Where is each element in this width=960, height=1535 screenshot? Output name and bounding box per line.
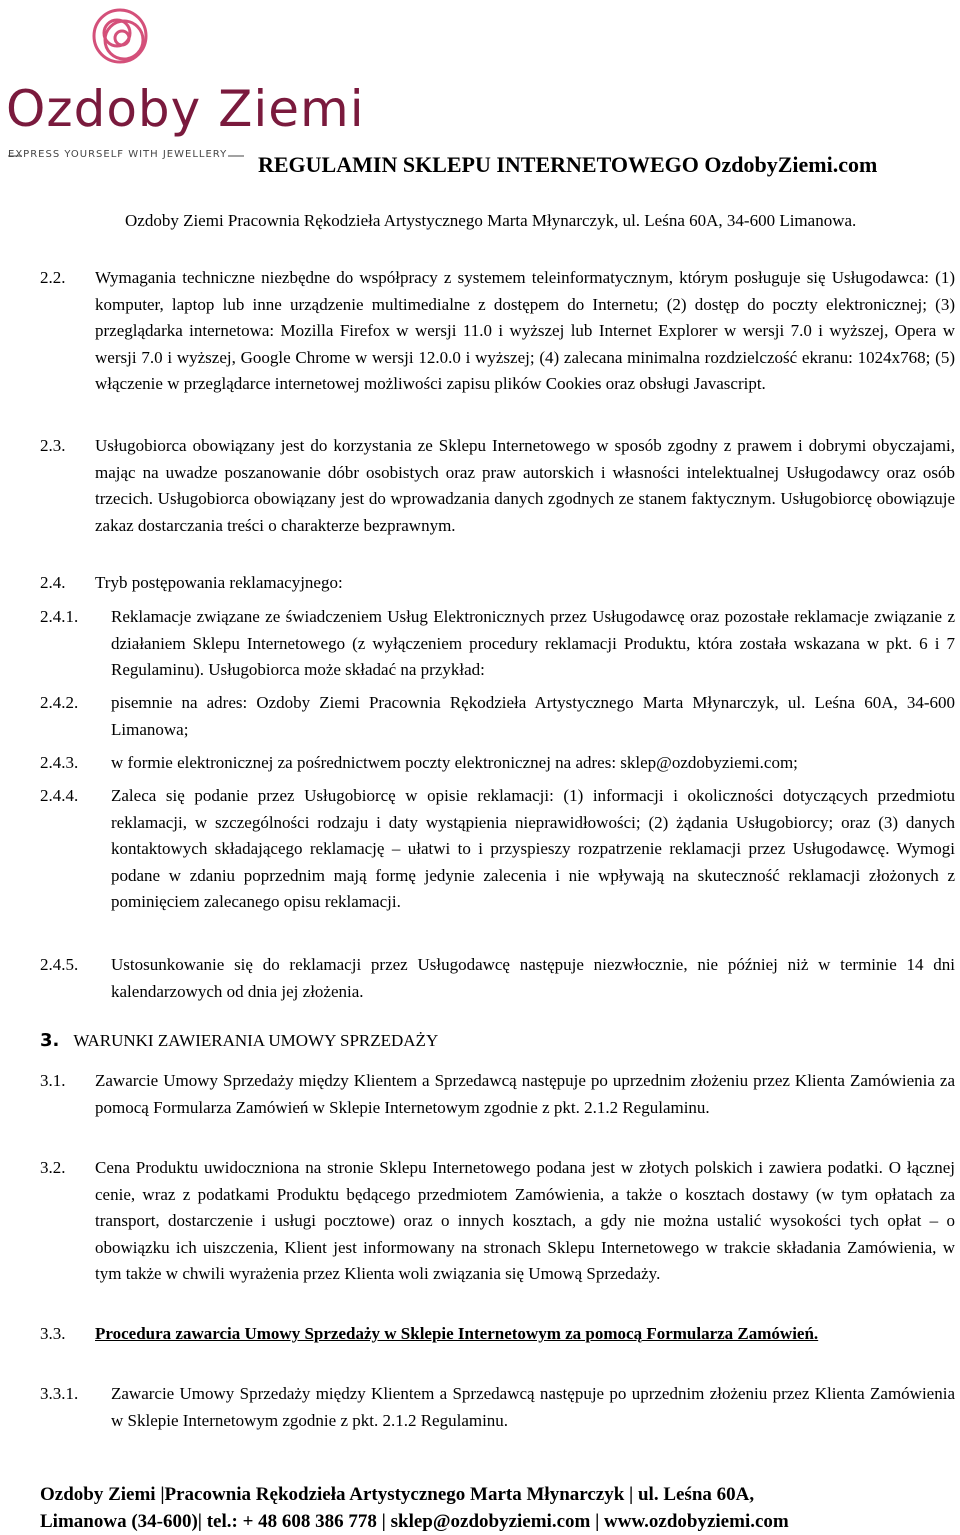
section-number: 3.3. [40, 1324, 66, 1343]
footer-line-2: Limanowa (34-600)| tel.: + 48 608 386 778 | sklep@ozdobyziemi.com | www.ozdobyziemi.com [40, 1511, 789, 1532]
procedure-heading: Procedura zawarcia Umowy Sprzedaży w Sklepie Internetowym za pomocą Formularza Zamówień. [95, 1324, 819, 1343]
section-text: Reklamacje związane ze świadczeniem Usług Elektronicznych przez Usługodawcę oraz pozostałe reklamacje związanie z działaniem Sklepu Internetowego (z wyłączeniem procedury reklamacji Produktu, która została wskazana w pkt. 6 i 7 Regulaminu). Usługobiorca może składać na przykład: [111, 607, 955, 679]
intro-paragraph: Ozdoby Ziemi Pracownia Rękodzieła Artystycznego Marta Młynarczyk, ul. Leśna 60A, 34-600 Limanowa. [125, 211, 857, 230]
section-text: Zawarcie Umowy Sprzedaży między Klientem a Sprzedawcą następuje po uprzednim złożeniu przez Klienta Zamówienia w Sklepie Internetowym zgodnie z pkt. 2.1.2 Regulaminu. [111, 1384, 955, 1430]
section-number: 2.4. [40, 573, 66, 592]
section-text [95, 1321, 955, 1348]
page-footer [40, 1481, 940, 1535]
logo-wordmark: Ozdoby Ziemi [6, 80, 365, 138]
section-text: Ustosunkowanie się do reklamacji przez Usługodawcę następuje niezwłocznie, nie później niż w terminie 14 dni kalendarzowych od dnia jej złożenia. [111, 955, 955, 1001]
section-heading-number: 3. [40, 1030, 60, 1051]
section-heading-text: WARUNKI ZAWIERANIA UMOWY SPRZEDAŻY [73, 1031, 439, 1050]
section-text: w formie elektronicznej za pośrednictwem poczty elektronicznej na adres: sklep@ozdobyziemi.com; [111, 753, 798, 772]
section-text: Zawarcie Umowy Sprzedaży między Klientem a Sprzedawcą następuje po uprzednim złożeniu przez Klienta Zamówienia za pomocą Formularza Zamówień w Sklepie Internetowym zgodnie z pkt. 2.1.2 Regulaminu. [95, 1071, 955, 1117]
logo-tagline: EXPRESS YOURSELF WITH JEWELLERY [8, 149, 228, 160]
section-number: 3.1. [40, 1071, 66, 1090]
company-logo [0, 0, 365, 175]
section-number: 2.2. [40, 268, 66, 287]
section-text: Usługobiorca obowiązany jest do korzystania ze Sklepu Internetowego w sposób zgodny z prawem i dobrymi obyczajami, mając na uwadze poszanowanie dóbr osobistych oraz praw autorskich i własności intelektualnej Usługodawcy oraz osób trzecich. Usługobiorca obowiązany jest do wprowadzania danych zgodnych ze stanem faktycznym. Usługobiorcę obowiązuje zakaz dostarczania treści o charakterze bezprawnym. [95, 436, 955, 535]
section-text: Cena Produktu uwidoczniona na stronie Sklepu Internetowego podana jest w złotych polskich i zawiera podatki. O łącznej cenie, wraz z podatkami Produktu będącego przedmiotem Zamówienia, a także o kosztach dostawy (w tym opłatach za transport, dostarczenie i usługi pocztowe) oraz o innych kosztach, a gdy nie można ustalić wysokości tych opłat – o obowiązku ich uiszczenia, Klient jest informowany na stronach Sklepu Internetowego w trakcie składania Zamówienia, w tym także w chwili wyrażenia przez Klienta woli związania się Umową Sprzedaży. [95, 1158, 955, 1283]
section-text: Zaleca się podanie przez Usługobiorcę w opisie reklamacji: (1) informacji i okoliczności dotyczących przedmiotu reklamacji, w szczególności rodzaju i daty wystąpienia nieprawidłowości; (2) żądania Usługobiorcy; oraz (3) danych kontaktowych składającego reklamację – ułatwi to i przyspieszy rozpatrzenie reklamacji przez Usługodawcę. Wymogi podane w zdaniu poprzednim mają formę jedynie zalecenia i nie wpływają na skuteczność reklamacji złożonych z pominięciem zalecanego opisu reklamacji. [111, 786, 955, 911]
section-number: 2.4.5. [40, 955, 79, 974]
section-text: Wymagania techniczne niezbędne do współpracy z systemem teleinformatycznym, którym posługuje się Usługodawca: (1) komputer, laptop lub inne urządzenie multimedialne z dostępem do Internetu; (2) dostęp do poczty elektronicznej; (3) przeglądarka internetowa: Mozilla Firefox w wersji 11.0 i wyższej lub Internet Explorer w wersji 7.0 i wyższej, Opera w wersji 7.0 i wyższej, Google Chrome w wersji 12.0.0 i wyższej; (4) zalecana minimalna rozdzielczość ekranu: 1024x768; (5) włączenie w przeglądarce internetowej możliwości zapisu plików Cookies oraz obsługi Javascript. [95, 268, 955, 393]
footer-line-1: Ozdoby Ziemi |Pracownia Rękodzieła Artystycznego Marta Młynarczyk | ul. Leśna 60A, [40, 1484, 755, 1505]
document-title: REGULAMIN SKLEPU INTERNETOWEGO OzdobyZiemi.com [258, 152, 878, 177]
section-text: pisemnie na adres: Ozdoby Ziemi Pracownia Rękodzieła Artystycznego Marta Młynarczyk, ul. Leśna 60A, 34-600 Limanowa; [111, 693, 955, 739]
section-text: Tryb postępowania reklamacyjnego: [95, 573, 343, 592]
section-number: 2.4.4. [40, 786, 79, 805]
section-number: 2.4.1. [40, 607, 79, 626]
section-number: 2.4.3. [40, 753, 79, 772]
section-number: 3.2. [40, 1158, 66, 1177]
section-number: 3.3.1. [40, 1384, 79, 1403]
section-number: 2.3. [40, 436, 66, 455]
section-number: 2.4.2. [40, 693, 79, 712]
section-heading [40, 1030, 438, 1051]
